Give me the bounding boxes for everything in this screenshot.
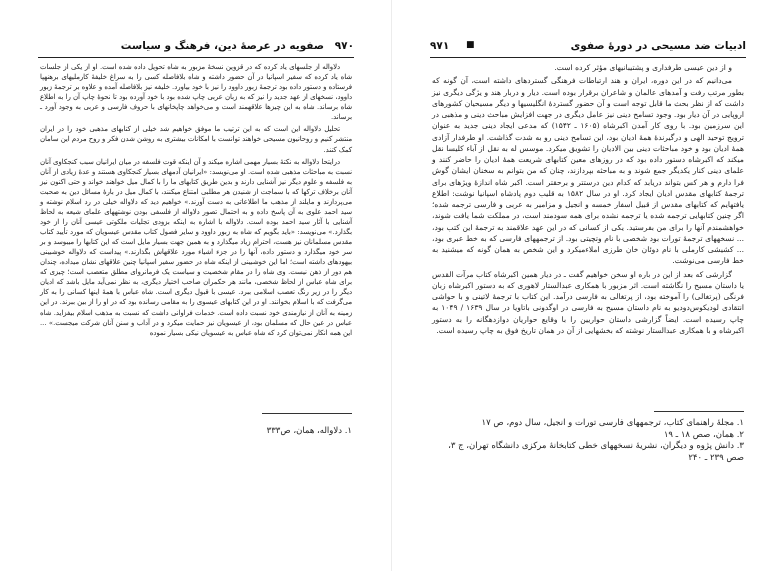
paragraph: می‌دانیم که در این دوره، ایران و هند ارتباطات فرهنگی گستردهای داشته است، آن گونه که بطور مرتب رفت و آمدهای عالمان و شاعران برقرار بوده است. دیار و دربار هند و یژگی دیگری نیز داشت که از نظر بحث ما قابل توجه است و آن حضور گستردهٔ انگلیسیها و دیگر مسیحیان کشورهای اروپایی در آن دیار بود. وجود تسامح دینی نیز عامل دیگری در جهت افزایش مباحث دینی و مذهبی در این سرزمین بود. با روی کار آمدن اکبرشاه (۱۶۰۵ ـ ۱۵۴۲) که مدعی ایجاد دینی جدید به عنوان ترویج توحید الهی و درگیرندهٔ همهٔ ادیان بود، این تسامح دینی رو به شدت گذاشت. او طرفدار آزادی همهٔ ادیان بود و خود مباحثات دینی بین الادیان را تشویق میکرد. موسس له به نقل از آباء کلیسا نقل میکند که اکبرشاه دستور داده بود که در روزهای معین کتابهای شریعت همهٔ ادیان را حاضر کنند و علمای دینی کنار یکدیگر جمع شوند و به مباحثه بپردازند، چنان که من بتوانم به سخنان ایشان گوش فرا دارم و هر کس بتواند دریابد که کدام دین درستتر و برحقتر است. اکبر شاه اندازهٔ ویژهای برای ترجمهٔ کتابهای مقدس ادیان ایجاد کرد. او در سال ۱۵۸۲ به قلیب دوم پادشاه اسپانیا نوشت: اطلاع یافتهایم که کتابهای مقدس از قبیل اسفار خمسه و انجیل و مزامیر به عربی و فارسی ترجمه شده؛ اگر چنین کتابهایی ترجمه شده یا ترجمه نشده برای همه سودمند است، در مملکت شما یافت شوند، خواهشمندم آنها را برای من بفرستید. یکی از کسانی که در این عهد علاقمند به ترجمهٔ این کتب بود، ... نسخههای ترجمهٔ تورات بود شخصی با نام وتچیتی بود. از ترجمههای فارسی که به خط عبری بود، ... کشیشی کارملی با نام دوئان خان طرزی املاءمیکرد و این شخص به همان گونه که میشنید به خط فارسی می‌نوشت. [432,76,745,266]
left-page-number: ۹۷۰ [334,40,354,52]
footnote: ۳. دانش پژوه و دیگران، نشریهٔ نسخههای خطی کتابخانهٔ مرکزی دانشگاه تهران، ج ۳، صص ۲۳۹ ـ ۲۴۰ [448,441,744,463]
right-running-head-title: ادبیات ضد مسیحی در دورهٔ صفوی [570,40,746,52]
left-running-head-title: صفویه در عرصهٔ دین، فرهنگ و سیاست [120,40,324,52]
footnote: ۱. دلاواله، همان، ص۳۳۳ [266,426,352,436]
right-page [392,0,784,571]
paragraph: گزارشی که بعد از این در باره او سخن خواهیم گفت ـ در دیار همین اکبرشاه کتاب مرآت القدس یا داستان مسیح را نگاشته است. اثر مزبور با همکاری عبدالستار لاهوری که به دستور اکبرشاه زبان فرنگی (پرتغالی) را آموخته بود، از پرتغالی به فارسی درآمد. این کتاب با ترجمهٔ لاتینی و با حواشی انتقادی لودیکوس‌دودیو به نام داستان مسیح به فارسی در اوگدونی باتاویا در سال ۱۶۳۹ / ۱۰۴۹ به چاپ رسیده است. ایضاً گزارشی داستان حواریین را با وقایع حواریان دوازدهگانه را به دستور اکبرشاه و با همکاری عبدالستار نوشته که بخشهایی از آن در همان تاریخ فوق به چاپ رسیده است. [432,269,744,335]
footnote-separator [262,413,352,414]
left-body-text [40,62,352,340]
paragraph: درایتحا دلاواله به نکتهٔ بسیار مهمی اشاره میکند و آن اینکه قوت فلسفه در میان ایرانیان سبب کنجکاوی آنان نسبت به مباحثات مذهبی شده است. او می‌نویسد: «ایرانیان آدمهای بسیار کنجکاوی هستند و عدهٔ زیادی از آنان به فلسفه و علوم دیگر نیز آشنایی دارند و بدین طریق کتابهای ما را با کمال میل خواهند خواند و حتی اکنون نیز آنان برخلاف ترکها که با سماجت از شنیدن هر مطلبی امتناع میکنند، با کمال میل در بارهٔ مسائل دین به صحبت می‌پردازند و مایلند از مذهب ما اطلاعاتی به دست آورند.» خواهیم دید که دلاواله خیلی در رد اسلام نوشته و سید احمد علوی به آن پاسخ داده و به احتمال تصور دلاواله از فلسفی بودن نوشتههای علمای شیعه به لحاظ آشنایی با آثار سید احمد بوده است. دلاواله با اشاره به اینکه بزودی تجلیات ملکوتی عیسی آنان را از خود بگذارد.» می‌نویسد: «باید بگویم که شاه به زبور داوود و سایر فصول کتاب مقدس عیسویان که مورد تأیید کتاب مقدس مسلمانان نیز هست، احترام زیاد میگذارد و به همین جهت بسیار مایل است که این کتابها را میبوسد و بر سر خود میگذارد و دستور داده، آنها را در جزء اشیاء مورد علاقهاش بگذارند.» پیداست که دلاواله خوشبینی بیهودهای داشته است؛ اما این خوشبینی از اینکه شاه در حضور سفیر اسپانیا چنین علاقهای نشان میداده، چندان هم دور از ذهن نیست. وی شاه را در مقام شخصیت و سیاست یک فرمانروای مطلق متعصب است؛ چیزی که برای شاه عباس از لحاظ شخصی، مانند هر حکمران صاحب اختیار دیگری، به نظر نمی‌آید مایل باشد که ادیان دیگر را در زیر رنگ تعصب اسلامی ببرد. عیسی با قبول دیگری است. شاه عباس با همهٔ اینها کسانی را به کار می‌گرفت که با اسلام بخوانند. او در این کتابهای عیسوی را به مقامی رسانده بود که در او را از بین ببرند. در این زمینه به آنان از نیازمندی خود نسبت داده است. خدمات فراوانی داشت که نسبت به مذهب اسلام بیفزاید. شاه عباس در عین حال که مسلمان بود، از عیسویان نیز حمایت میکرد و در آداب و سنن آنان شرکت میجست.» ... این همه انکار نمی‌توان کرد که شاه عباس به عیسویان نیکی بسیار نموده [40,157,352,337]
right-footnotes [432,418,744,464]
paragraph: دلاواله از جلسهای یاد کرده که در قزوین نسخهٔ مزبور به شاه تحویل داده شده است. او از یکی از جلسات شاه یاد کرده که سفیر اسپانیا در آن حضور داشته و شاه بلافاصله کسی را به سراغ خلیفهٔ کارملیهای برهنهپا فرستاده و دستور داده بود ترجمهٔ زبور داوود را نیز با خود بیاورد. خلیفه نیز بلافاصله آمده و علاوه بر ترجمهٔ زبور داوود، نسخهای از عهد جدید را نیز که به زبان عربی چاپ شده بود با خود آورده بود تا نحوهٔ چاپ آن را به اطلاع شاه برساند. شاه به این چیزها علاقهمند است و می‌خواهد چاپخانهای با حروف فارسی و عربی به وجود آورد ـ برساند. [40,63,352,122]
footnote: ۲. همان، صص ۱۸ ـ ۱۹ [663,429,744,440]
header-square-ornament: ■ [466,40,475,50]
right-page-number: ۹۷۱ [430,40,450,52]
paragraph: و از دین عیسی طرفداری و پشتیبانیهای مؤثر کرده است. [554,63,732,72]
right-body-text [432,62,744,352]
right-running-header [430,39,746,58]
left-footnotes [40,426,352,438]
footnote-separator [654,411,744,412]
footnote: ۱. مجلهٔ راهنمای کتاب، ترجمههای فارسی تورات و انجیل، سال دوم، ص ۱۷ [481,418,744,428]
paragraph: تحلیل دلاواله این است که به این ترتیب ما موفق خواهیم شد خیلی از کتابهای مذهبی خود را در ایران منتشر کنیم و روحانیون مسیحی خواهند توانست با امکانات بیشتری به روشن شدن فکر و روح مردم این سامان کمک کنند. [40,125,352,154]
left-running-header [38,39,354,58]
